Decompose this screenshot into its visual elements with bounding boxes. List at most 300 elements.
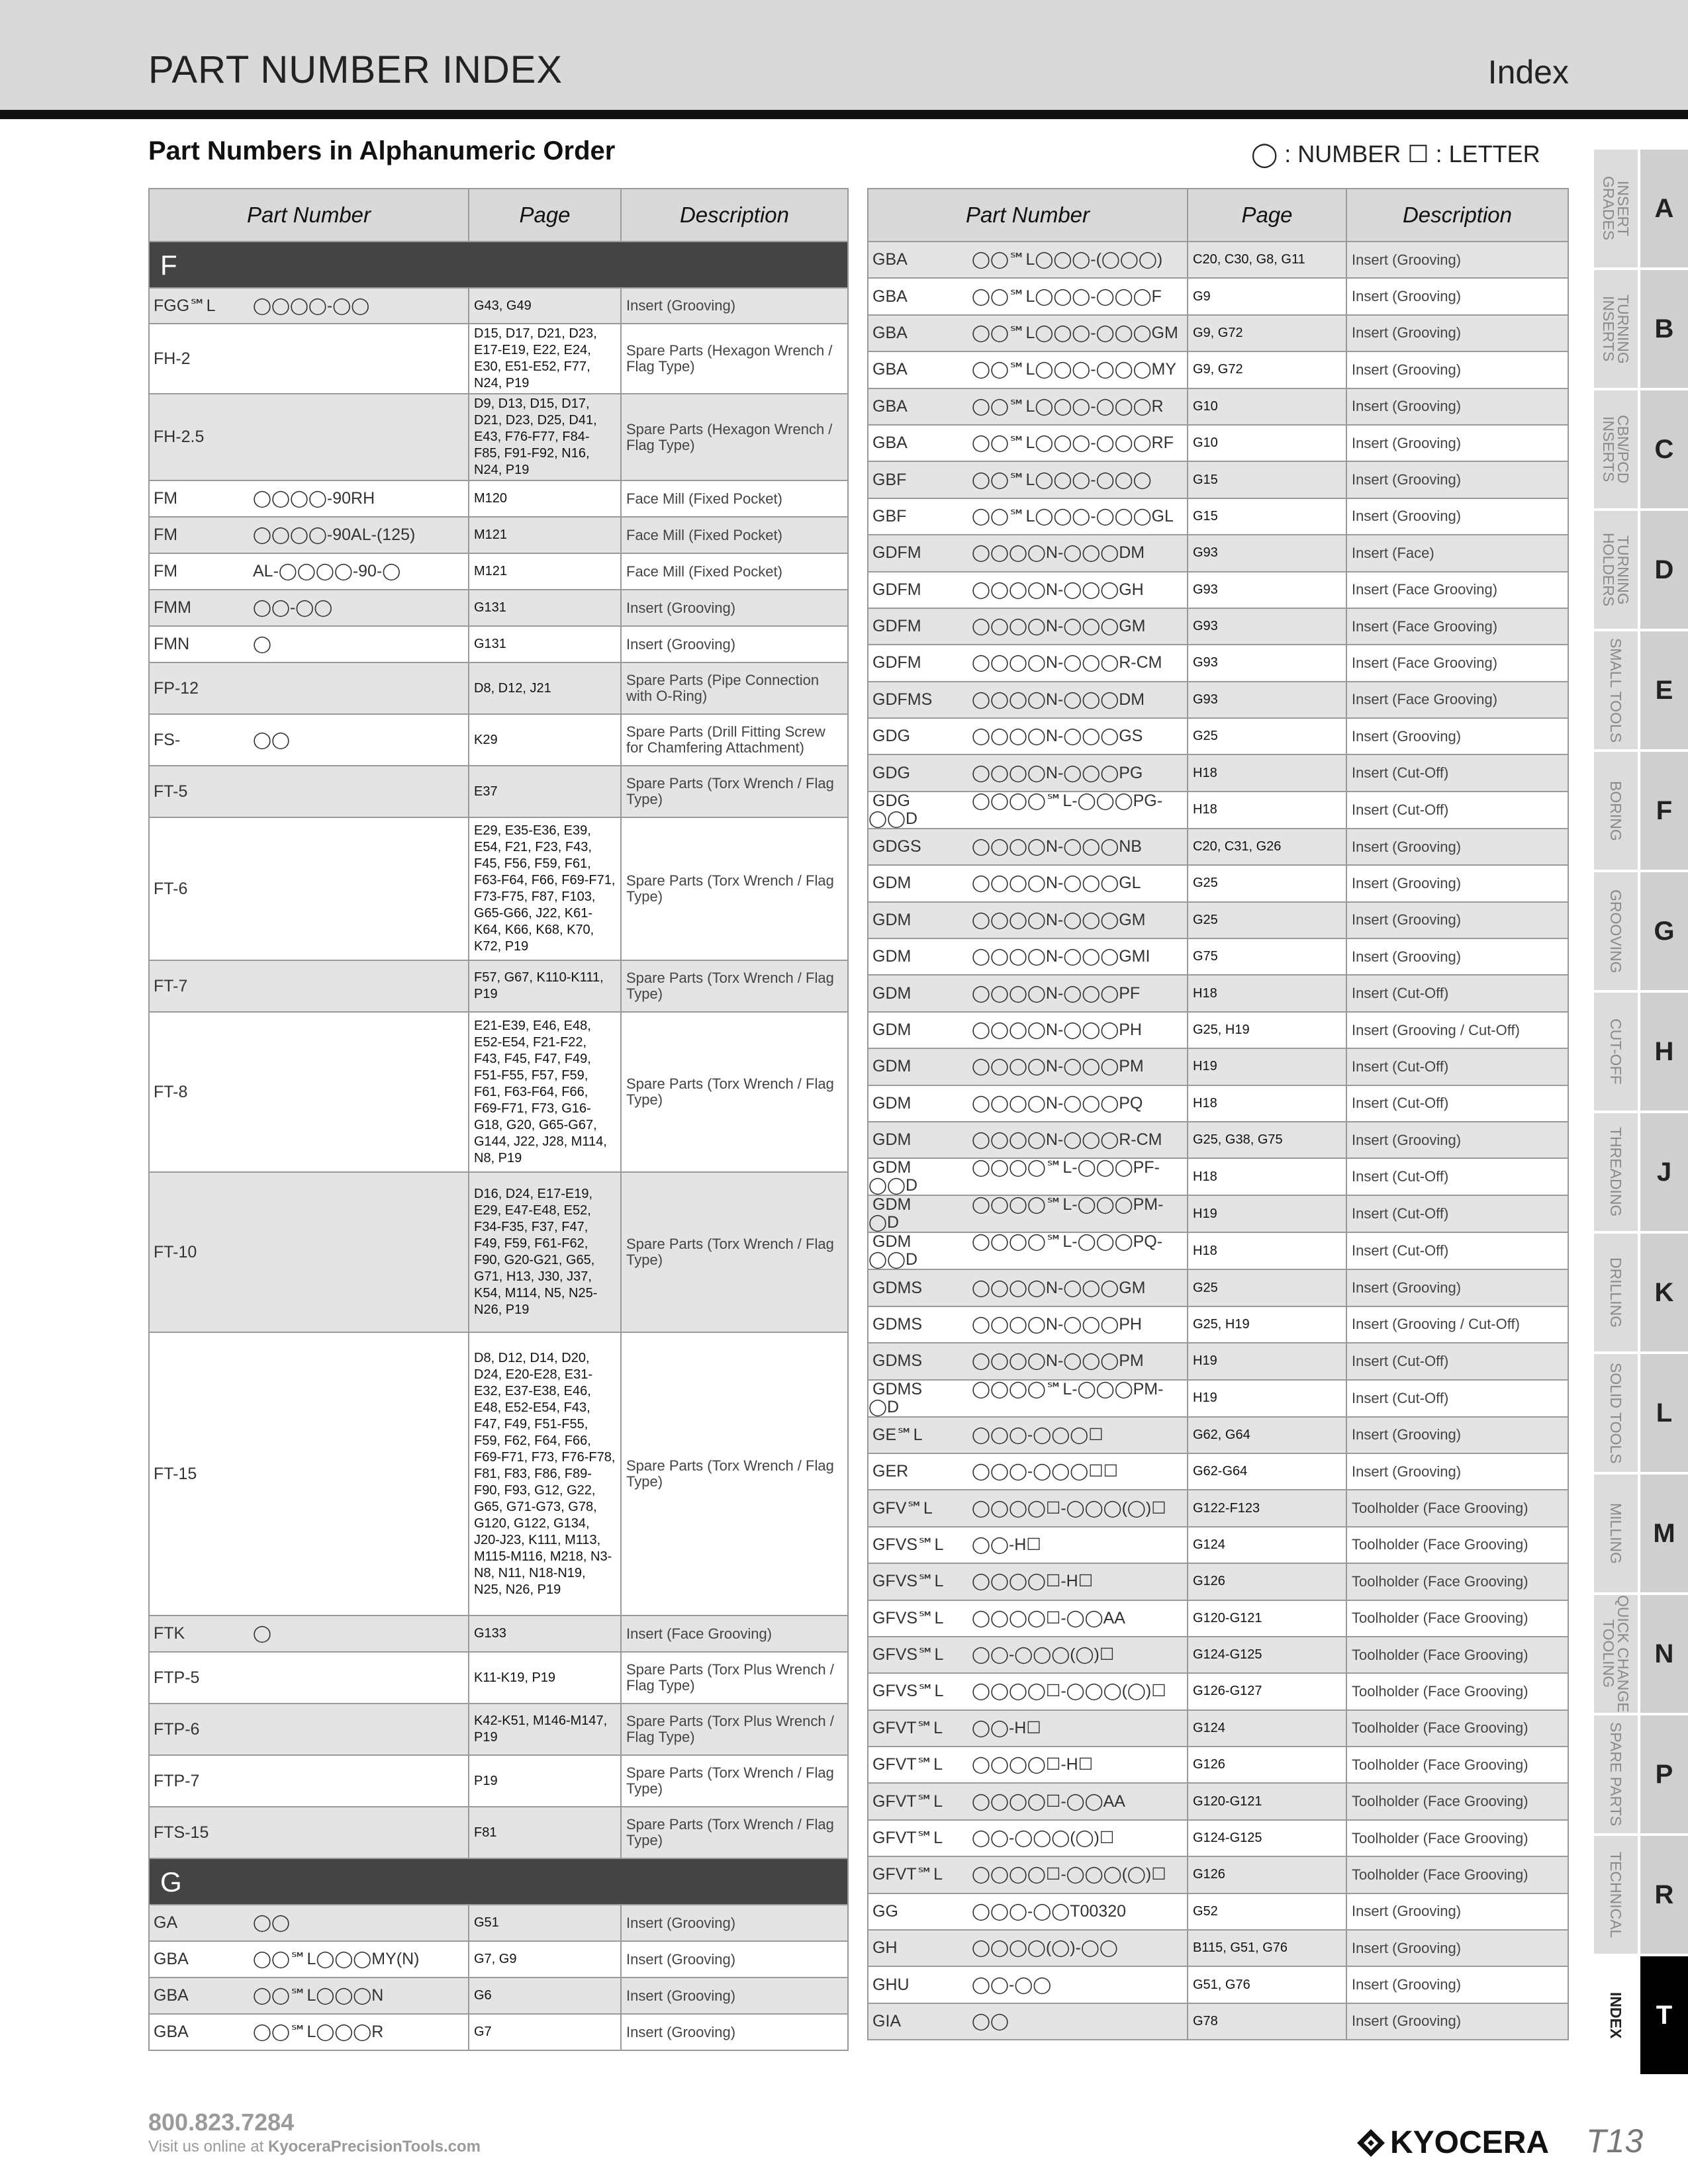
- part-code: ◯◯◯◯N-◯◯◯PQ: [972, 1093, 1143, 1113]
- part-code: ◯◯◯◯☐-H☐: [972, 1572, 1094, 1591]
- part-prefix: FTP-5: [154, 1668, 200, 1687]
- part-prefix: GG: [872, 1901, 898, 1921]
- part-code: ◯◯◯◯☐-H☐: [972, 1755, 1094, 1774]
- description-cell: Insert (Face Grooving): [1346, 645, 1568, 681]
- section-tab-r[interactable]: [1594, 1836, 1688, 1954]
- part-prefix: GBA: [154, 1950, 189, 1968]
- part-number-cell: [868, 498, 1188, 535]
- table-row: [868, 1417, 1568, 1453]
- part-number-cell: [149, 1941, 469, 1978]
- part-prefix: GFVS℠L: [872, 1608, 944, 1627]
- page-cell: E29, E35-E36, E39, E54, F21, F23, F43, F45, F56, F59, F61, F63-F64, F66, F69-F71, F73-F75, F87, F103, G65-G66, J22, K61-K64, K66, K68, K70, K72, P19: [469, 817, 621, 960]
- part-prefix: GDG: [872, 763, 910, 782]
- part-number-cell: [868, 1747, 1188, 1783]
- part-number-cell: [149, 517, 469, 553]
- section-tab-label-box: [1594, 1113, 1638, 1231]
- page-cell: F81: [469, 1807, 621, 1858]
- page-cell: M121: [469, 553, 621, 590]
- table-row: [868, 1158, 1568, 1195]
- table-row: [149, 1941, 848, 1978]
- section-tab-p[interactable]: [1594, 1715, 1688, 1833]
- footer-website-url[interactable]: KyoceraPrecisionTools.com: [268, 2138, 481, 2156]
- part-code: ◯◯℠L◯◯◯-◯◯◯: [972, 470, 1152, 489]
- part-number-cell: [868, 865, 1188, 901]
- section-tab-e[interactable]: [1594, 631, 1688, 749]
- part-code: ◯◯℠L◯◯◯MY(N): [253, 1950, 420, 1968]
- part-code: ◯◯◯◯N-◯◯◯PH: [972, 1314, 1142, 1334]
- section-name: Index: [1487, 54, 1569, 91]
- table-row: [868, 461, 1568, 498]
- section-tab-t[interactable]: [1594, 1956, 1688, 2074]
- section-tab-label-box: [1594, 752, 1638, 870]
- section-tab-g[interactable]: [1594, 872, 1688, 990]
- part-prefix: GBF: [872, 506, 907, 525]
- page-cell: H18: [1188, 1085, 1346, 1122]
- part-number-cell: [149, 324, 469, 394]
- description-cell: Spare Parts (Torx Wrench / Flag Type): [621, 1332, 848, 1615]
- description-cell: Toolholder (Face Grooving): [1346, 1637, 1568, 1673]
- part-prefix: FT-5: [154, 782, 188, 801]
- description-cell: Insert (Grooving): [1346, 2003, 1568, 2040]
- page-cell: G131: [469, 590, 621, 626]
- section-tab-h[interactable]: [1594, 993, 1688, 1111]
- column-header-page: Page: [1188, 189, 1346, 242]
- section-tab-letter: C: [1640, 390, 1688, 508]
- page-cell: G15: [1188, 461, 1346, 498]
- table-row: [868, 1490, 1568, 1526]
- part-number-cell: [868, 278, 1188, 314]
- section-tab-letter: B: [1640, 270, 1688, 388]
- part-prefix: GDM: [872, 1021, 912, 1039]
- table-row: [868, 572, 1568, 608]
- part-prefix: GDFM: [872, 617, 921, 636]
- section-tab-letter: D: [1640, 511, 1688, 629]
- page-cell: E21-E39, E46, E48, E52-E54, F21-F22, F43, F45, F47, F49, F51-F55, F57, F59, F61, F63-F64, F66, F69-F71, F73, G16-G18, G20, G65-G67, G144, J22, J28, M114, N8, P19: [469, 1012, 621, 1172]
- page-cell: D8, D12, D14, D20, D24, E20-E28, E31-E32, E37-E38, E46, E48, E52-E54, F43, F47, F49, F51-F55, F59, F62, F64, F66, F69-F71, F73, F76-F78, F81, F83, F86, F89-F90, F93, G12, G22, G65, G71-G73, G78, G120, G122, G134, J20-J23, K111, M113, M115-M116, M218, N3-N8, N11, N18-N19, N25, N26, P19: [469, 1332, 621, 1615]
- section-tab-label: SPARE PARTS: [1607, 1722, 1624, 1827]
- section-tab-letter: F: [1640, 752, 1688, 870]
- description-cell: Insert (Cut-Off): [1346, 975, 1568, 1011]
- section-header-row: [149, 1858, 848, 1905]
- table-row: [868, 792, 1568, 829]
- part-code: ◯◯◯◯N-◯◯◯PF: [972, 983, 1141, 1003]
- part-number-cell: [149, 817, 469, 960]
- part-prefix: GDM: [872, 983, 912, 1003]
- part-prefix: FGG℠L: [154, 296, 216, 315]
- logo-text: KYOCERA: [1390, 2125, 1550, 2160]
- page-cell: G9: [1188, 278, 1346, 314]
- part-number-cell: [868, 938, 1188, 975]
- page-cell: P19: [469, 1755, 621, 1807]
- page-cell: H18: [1188, 754, 1346, 791]
- page-cell: H19: [1188, 1380, 1346, 1417]
- part-number-cell: [868, 1012, 1188, 1048]
- table-row: [868, 1820, 1568, 1856]
- part-code: ◯◯: [972, 2011, 1009, 2030]
- part-prefix: GDM: [872, 1158, 912, 1177]
- section-tab-label-box: [1594, 1956, 1638, 2074]
- part-prefix: FM: [154, 489, 178, 508]
- part-number-cell: [149, 626, 469, 662]
- table-row: [868, 902, 1568, 938]
- column-header-description: Description: [1346, 189, 1568, 242]
- footer-phone: 800.823.7284: [148, 2109, 295, 2136]
- part-code: ◯◯℠L◯◯◯-◯◯◯GM: [972, 323, 1178, 342]
- part-code: ◯◯◯◯☐-◯◯AA: [972, 1792, 1125, 1811]
- kyocera-logo: [1356, 2124, 1549, 2161]
- part-number-cell: [868, 572, 1188, 608]
- table-row: [149, 324, 848, 394]
- description-cell: Insert (Grooving): [1346, 351, 1568, 388]
- table-row: [868, 1343, 1568, 1379]
- part-prefix: FM: [154, 562, 178, 580]
- part-code: ◯◯℠L◯◯◯-(◯◯◯): [972, 250, 1163, 269]
- section-tab-label-box: [1594, 150, 1638, 267]
- table-row: [868, 865, 1568, 901]
- table-row: [868, 645, 1568, 681]
- page-cell: H18: [1188, 1232, 1346, 1269]
- section-tab-l[interactable]: [1594, 1354, 1688, 1472]
- part-code: ◯◯◯◯N-◯◯◯DM: [972, 690, 1145, 709]
- section-tab-letter: E: [1640, 631, 1688, 749]
- section-tab-label-box: [1594, 1595, 1638, 1713]
- part-number-cell: [868, 1783, 1188, 1819]
- page-cell: G52: [1188, 1893, 1346, 1930]
- description-cell: Insert (Cut-Off): [1346, 754, 1568, 791]
- part-code: ◯◯◯◯N-◯◯◯GS: [972, 727, 1143, 746]
- part-number-cell: [868, 902, 1188, 938]
- description-cell: Face Mill (Fixed Pocket): [621, 480, 848, 517]
- part-number-cell: [868, 829, 1188, 865]
- table-row: [868, 2003, 1568, 2040]
- part-prefix: GFVT℠L: [872, 1718, 943, 1737]
- table-row: [868, 1527, 1568, 1563]
- page-cell: G131: [469, 626, 621, 662]
- part-code: ◯◯◯◯N-◯◯◯GM: [972, 617, 1146, 636]
- section-tab-letter: J: [1640, 1113, 1688, 1231]
- description-cell: Spare Parts (Torx Wrench / Flag Type): [621, 817, 848, 960]
- section-tab-letter: G: [1640, 872, 1688, 990]
- page-cell: G93: [1188, 645, 1346, 681]
- part-prefix: GDG: [872, 727, 910, 746]
- part-prefix: GDGS: [872, 837, 921, 856]
- section-tab-letter: H: [1640, 993, 1688, 1111]
- table-row: [868, 1673, 1568, 1709]
- part-prefix: GER: [872, 1462, 909, 1481]
- part-number-cell: [149, 960, 469, 1012]
- part-prefix: GFV℠L: [872, 1498, 933, 1518]
- page-cell: G93: [1188, 535, 1346, 571]
- page-cell: H19: [1188, 1195, 1346, 1232]
- table-row: [149, 480, 848, 517]
- table-row: [868, 938, 1568, 975]
- header-rule: [0, 110, 1688, 119]
- page-cell: G7, G9: [469, 1941, 621, 1978]
- section-tab-label: TURNING INSERTS: [1600, 294, 1632, 364]
- section-tab-label: BORING: [1607, 780, 1624, 841]
- page-cell: G25: [1188, 902, 1346, 938]
- right-index-table: [867, 188, 1569, 2040]
- description-cell: Spare Parts (Torx Wrench / Flag Type): [621, 960, 848, 1012]
- page-cell: G126: [1188, 1747, 1346, 1783]
- page-cell: G7: [469, 2014, 621, 2050]
- part-prefix: GFVT℠L: [872, 1829, 943, 1848]
- part-number-cell: [149, 662, 469, 714]
- part-code: ◯◯◯-◯◯T00320: [972, 1901, 1127, 1921]
- page-cell: G93: [1188, 682, 1346, 718]
- description-cell: Insert (Grooving): [1346, 1453, 1568, 1490]
- column-header-part-number: Part Number: [149, 189, 469, 242]
- table-row: [868, 535, 1568, 571]
- part-code: ◯◯◯◯☐-◯◯◯(◯)☐: [972, 1682, 1166, 1701]
- part-number-cell: [868, 1893, 1188, 1930]
- section-tab-label: INSERT GRADES: [1600, 176, 1632, 241]
- part-code: ◯◯◯◯☐-◯◯◯(◯)☐: [972, 1498, 1166, 1518]
- part-number-cell: [868, 682, 1188, 718]
- part-prefix: FT-6: [154, 879, 188, 898]
- part-number-cell: [149, 590, 469, 626]
- part-number-cell: [868, 1453, 1188, 1490]
- description-cell: Toolholder (Face Grooving): [1346, 1563, 1568, 1600]
- part-number-cell: [868, 1637, 1188, 1673]
- part-prefix: GFVT℠L: [872, 1755, 943, 1774]
- part-prefix: GDM: [872, 947, 912, 966]
- section-tab-label-box: [1594, 631, 1638, 749]
- description-cell: Insert (Cut-Off): [1346, 1048, 1568, 1085]
- table-row: [868, 425, 1568, 461]
- description-cell: Insert (Grooving): [1346, 865, 1568, 901]
- section-tab-label-box: [1594, 1234, 1638, 1351]
- description-cell: Insert (Cut-Off): [1346, 1195, 1568, 1232]
- page-cell: G10: [1188, 388, 1346, 425]
- description-cell: Spare Parts (Hexagon Wrench / Flag Type): [621, 394, 848, 480]
- part-prefix: GDM: [872, 1130, 912, 1150]
- part-number-cell: [868, 2003, 1188, 2040]
- description-cell: Spare Parts (Torx Wrench / Flag Type): [621, 1807, 848, 1858]
- table-row: [868, 1710, 1568, 1747]
- table-row: [868, 1012, 1568, 1048]
- description-cell: Insert (Grooving / Cut-Off): [1346, 1306, 1568, 1343]
- description-cell: Insert (Cut-Off): [1346, 792, 1568, 829]
- section-tab-label: QUICK CHANGE TOOLING: [1600, 1595, 1632, 1713]
- description-cell: Insert (Grooving): [621, 288, 848, 324]
- description-cell: Insert (Grooving): [1346, 1966, 1568, 2003]
- part-number-cell: [149, 1978, 469, 2014]
- table-row: [868, 1085, 1568, 1122]
- part-code: ◯◯◯◯℠L-◯◯◯PM-◯D: [868, 1379, 1164, 1416]
- description-cell: Toolholder (Face Grooving): [1346, 1710, 1568, 1747]
- part-prefix: FT-15: [154, 1464, 197, 1483]
- part-number-cell: [868, 1085, 1188, 1122]
- table-row: [868, 351, 1568, 388]
- part-code: ◯◯-◯◯: [972, 1975, 1052, 1994]
- part-code: ◯◯◯◯℠L-◯◯◯PM-◯D: [868, 1195, 1164, 1232]
- description-cell: Spare Parts (Torx Wrench / Flag Type): [621, 1755, 848, 1807]
- part-prefix: FMN: [154, 635, 190, 653]
- part-code: ◯◯◯◯N-◯◯◯GL: [972, 874, 1141, 893]
- part-prefix: GDM: [872, 1057, 912, 1076]
- section-tab-d[interactable]: [1594, 511, 1688, 629]
- part-prefix: GHU: [872, 1975, 910, 1994]
- page-cell: H18: [1188, 975, 1346, 1011]
- page-cell: G25, H19: [1188, 1012, 1346, 1048]
- page-cell: M120: [469, 480, 621, 517]
- description-cell: Insert (Grooving): [1346, 242, 1568, 278]
- part-number-cell: [868, 1195, 1188, 1232]
- section-tab-label: CUT-OFF: [1607, 1019, 1624, 1085]
- table-row: [868, 682, 1568, 718]
- part-number-cell: [868, 315, 1188, 351]
- description-cell: Insert (Grooving): [1346, 425, 1568, 461]
- section-tab-letter: L: [1640, 1354, 1688, 1472]
- part-code: ◯◯: [253, 730, 290, 749]
- table-row: [868, 1856, 1568, 1893]
- part-number-cell: [868, 242, 1188, 278]
- part-code: ◯◯◯◯N-◯◯◯GM: [972, 1278, 1146, 1297]
- page-cell: F57, G67, K110-K111, P19: [469, 960, 621, 1012]
- page-number: T13: [1586, 2122, 1644, 2160]
- part-number-cell: [868, 461, 1188, 498]
- part-code: ◯◯◯◯-90AL-(125): [253, 525, 416, 544]
- part-prefix: GDFM: [872, 543, 921, 563]
- page-title: PART NUMBER INDEX: [148, 48, 563, 91]
- part-number-cell: [868, 1122, 1188, 1158]
- table-row: [868, 608, 1568, 645]
- table-row: [149, 1755, 848, 1807]
- part-prefix: FTK: [154, 1624, 185, 1643]
- symbol-legend: ◯ : NUMBER ☐ : LETTER: [1251, 140, 1540, 167]
- part-prefix: GBA: [154, 1986, 189, 2005]
- section-tab-label: INDEX: [1607, 1991, 1624, 2039]
- description-cell: Insert (Grooving): [1346, 498, 1568, 535]
- part-code: ◯◯◯◯N-◯◯◯GH: [972, 580, 1144, 599]
- part-number-cell: [149, 480, 469, 517]
- part-code: ◯◯℠L◯◯◯N: [253, 1986, 384, 2005]
- part-number-cell: [149, 1652, 469, 1704]
- section-tab-label: SOLID TOOLS: [1607, 1362, 1624, 1464]
- page-cell: G124-G125: [1188, 1820, 1346, 1856]
- section-tab-label: SMALL TOOLS: [1607, 637, 1624, 743]
- part-prefix: GBF: [872, 470, 907, 489]
- part-number-cell: [868, 388, 1188, 425]
- description-cell: Insert (Grooving): [1346, 1930, 1568, 1966]
- table-row: [868, 1232, 1568, 1269]
- description-cell: Toolholder (Face Grooving): [1346, 1527, 1568, 1563]
- page-cell: G124: [1188, 1710, 1346, 1747]
- section-tab-k[interactable]: [1594, 1234, 1688, 1351]
- section-tab-a[interactable]: [1594, 150, 1688, 267]
- description-cell: Spare Parts (Hexagon Wrench / Flag Type): [621, 324, 848, 394]
- part-number-cell: [868, 425, 1188, 461]
- part-prefix: GDM: [872, 910, 912, 929]
- part-prefix: FT-8: [154, 1082, 188, 1101]
- page-cell: H19: [1188, 1048, 1346, 1085]
- description-cell: Insert (Cut-Off): [1346, 1380, 1568, 1417]
- part-prefix: GDFMS: [872, 690, 933, 709]
- description-cell: Toolholder (Face Grooving): [1346, 1600, 1568, 1637]
- page-cell: G78: [1188, 2003, 1346, 2040]
- table-row: [149, 1615, 848, 1652]
- part-prefix: GDMS: [872, 1278, 922, 1297]
- part-prefix: GDMS: [872, 1351, 922, 1371]
- section-tab-c[interactable]: [1594, 390, 1688, 508]
- part-number-cell: [149, 1905, 469, 1941]
- description-cell: Insert (Grooving): [621, 2014, 848, 2050]
- table-row: [868, 1195, 1568, 1232]
- part-prefix: GBA: [154, 2023, 189, 2041]
- part-prefix: GH: [872, 1938, 898, 1958]
- section-tab-b[interactable]: [1594, 270, 1688, 388]
- table-row: [149, 1704, 848, 1755]
- page-cell: G51, G76: [1188, 1966, 1346, 2003]
- description-cell: Spare Parts (Drill Fitting Screw for Chamfering Attachment): [621, 714, 848, 766]
- section-tab-label-box: [1594, 270, 1638, 388]
- description-cell: Insert (Grooving): [1346, 1269, 1568, 1306]
- table-row: [149, 1332, 848, 1615]
- page-cell: G10: [1188, 425, 1346, 461]
- table-row: [868, 975, 1568, 1011]
- page-cell: G25, H19: [1188, 1306, 1346, 1343]
- part-number-cell: [868, 754, 1188, 791]
- page-cell: G43, G49: [469, 288, 621, 324]
- description-cell: Insert (Grooving): [1346, 1417, 1568, 1453]
- table-row: [149, 1652, 848, 1704]
- part-prefix: GA: [154, 1913, 178, 1932]
- description-cell: Insert (Face Grooving): [1346, 608, 1568, 645]
- description-cell: Insert (Grooving): [1346, 388, 1568, 425]
- part-prefix: GFVS℠L: [872, 1572, 944, 1591]
- footer-website: [148, 2138, 481, 2156]
- description-cell: Spare Parts (Torx Plus Wrench / Flag Type): [621, 1652, 848, 1704]
- description-cell: Insert (Grooving): [621, 1941, 848, 1978]
- part-code: ◯◯℠L◯◯◯-◯◯◯F: [972, 287, 1162, 306]
- part-prefix: GE℠L: [872, 1425, 923, 1444]
- part-number-cell: [868, 975, 1188, 1011]
- section-tab-letter: T: [1640, 1956, 1688, 2074]
- description-cell: Toolholder (Face Grooving): [1346, 1820, 1568, 1856]
- part-number-cell: [149, 2014, 469, 2050]
- section-tab-label: TURNING HOLDERS: [1600, 533, 1632, 607]
- section-header-row: [149, 242, 848, 288]
- part-number-cell: [868, 1343, 1188, 1379]
- section-tab-m[interactable]: [1594, 1475, 1688, 1592]
- page-cell: K29: [469, 714, 621, 766]
- section-tab-n[interactable]: [1594, 1595, 1688, 1713]
- part-prefix: FP-12: [154, 678, 199, 698]
- part-number-cell: [868, 1306, 1188, 1343]
- section-tab-label-box: [1594, 390, 1638, 508]
- table-row: [149, 1807, 848, 1858]
- part-number-cell: [868, 1673, 1188, 1709]
- subtitle: Part Numbers in Alphanumeric Order: [148, 136, 616, 165]
- part-number-cell: [868, 608, 1188, 645]
- part-number-cell: [868, 718, 1188, 754]
- part-prefix: FH-2: [154, 349, 191, 368]
- part-code: ◯◯◯◯N-◯◯◯PH: [972, 1021, 1142, 1039]
- part-number-cell: [868, 1563, 1188, 1600]
- part-code: ◯◯℠L◯◯◯-◯◯◯MY: [972, 360, 1177, 379]
- part-number-cell: [868, 1269, 1188, 1306]
- table-row: [868, 829, 1568, 865]
- table-row: [149, 714, 848, 766]
- section-tab-j[interactable]: [1594, 1113, 1688, 1231]
- section-tab-f[interactable]: [1594, 752, 1688, 870]
- part-prefix: GIA: [872, 2011, 902, 2030]
- page-cell: C20, C31, G26: [1188, 829, 1346, 865]
- table-row: [868, 1306, 1568, 1343]
- part-code: ◯◯◯-◯◯◯☐☐: [972, 1462, 1119, 1481]
- part-code: ◯◯◯-◯◯◯☐: [972, 1425, 1103, 1444]
